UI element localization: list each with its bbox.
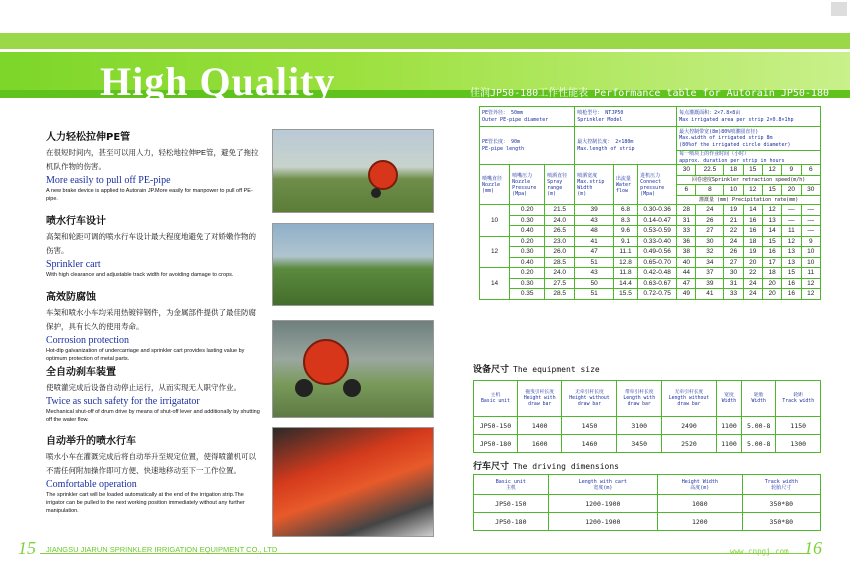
driving-dimensions-cell: 1200-1900 <box>548 513 657 531</box>
max-length-cell: 最大控制长度： 2×180m Max.length of strip <box>575 127 677 165</box>
speed-value: 30 <box>801 185 820 196</box>
precip-label: 灌溉量 (mm) Precipitation rate(mm) <box>677 195 821 205</box>
equipment-size-row <box>474 435 821 453</box>
performance-cell: 22 <box>743 268 762 279</box>
equipment-size-cell: 1150 <box>776 417 821 435</box>
feature-pe-pipe <box>46 128 261 203</box>
equipment-size-title-cn: 设备尺寸 <box>473 365 510 375</box>
performance-cell: 31 <box>677 215 696 226</box>
performance-cell: 0.30 <box>510 278 545 289</box>
duration-value: 12 <box>762 165 781 176</box>
performance-cell: 14 <box>762 226 781 237</box>
performance-cell: 15.5 <box>613 289 637 300</box>
performance-cell: 41 <box>696 289 724 300</box>
reel-shape <box>303 339 349 385</box>
performance-cell: 51 <box>575 289 614 300</box>
performance-cell: 24 <box>743 289 762 300</box>
performance-cell: 50 <box>575 278 614 289</box>
feature-cn-body: 在很短时间内，甚至可以用人力，轻松地拉伸PE管，避免了拖拉机队作物的伤害。 <box>46 148 259 171</box>
performance-cell: 8.3 <box>613 215 637 226</box>
equipment-size-cell: 3100 <box>617 417 662 435</box>
performance-cell: 9.1 <box>613 236 637 247</box>
performance-row <box>480 236 821 247</box>
performance-cell: 44 <box>677 268 696 279</box>
equipment-size-table <box>473 380 821 453</box>
performance-cell: 27.5 <box>545 278 575 289</box>
performance-cell: 49 <box>677 289 696 300</box>
performance-cell: 28.5 <box>545 289 575 300</box>
footer-website: www.cnpgj.com <box>730 547 789 556</box>
dr-header: Track width 轮胎尺寸 <box>742 475 820 495</box>
duration-value: 30 <box>677 165 696 176</box>
driving-dimensions-cell: JP50-150 <box>474 495 549 513</box>
performance-cell: 10 <box>801 257 820 268</box>
speed-value: 6 <box>677 185 696 196</box>
performance-row <box>480 257 821 268</box>
equipment-size-cell: JP50-150 <box>474 417 518 435</box>
performance-cell: 51 <box>575 257 614 268</box>
equipment-size-cell: 1300 <box>776 435 821 453</box>
performance-cell: 15 <box>762 236 781 247</box>
performance-cell: 12 <box>762 205 781 216</box>
photo-irrigator <box>272 320 434 418</box>
equipment-size-cell: JP50-180 <box>474 435 518 453</box>
feature-en-title: Sprinkler cart <box>46 259 101 270</box>
col-header-width: 喷洒宽度 Max.strip Width (m) <box>575 165 614 205</box>
performance-cell: 21 <box>724 215 743 226</box>
performance-cell: 0.63-0.67 <box>638 278 677 289</box>
performance-cell: 9.6 <box>613 226 637 237</box>
driving-dimensions-title-en: The driving dimensions <box>513 462 619 471</box>
performance-cell: 6.8 <box>613 205 637 216</box>
speed-value: 12 <box>743 185 762 196</box>
performance-cell: 0.40 <box>510 226 545 237</box>
performance-cell: 12 <box>782 236 801 247</box>
performance-cell: 16 <box>782 278 801 289</box>
performance-cell: 47 <box>677 278 696 289</box>
performance-cell: 18 <box>743 236 762 247</box>
col-header-range: 喷洒直径 Spray range (m) <box>545 165 575 205</box>
performance-cell: — <box>782 205 801 216</box>
wheel-shape <box>295 379 313 397</box>
performance-cell: 11 <box>801 268 820 279</box>
eq-header: 轮胎 Width <box>741 381 775 417</box>
performance-row <box>480 205 821 216</box>
performance-cell: 0.42-0.48 <box>638 268 677 279</box>
performance-cell: 26 <box>724 247 743 258</box>
driving-dimensions-rows <box>474 495 821 531</box>
top-band <box>0 33 850 49</box>
equipment-size-cell: 1100 <box>716 417 741 435</box>
performance-cell: 33 <box>677 226 696 237</box>
page-number-left: 15 <box>18 538 36 558</box>
eq-header: 轮距 Track width <box>776 381 821 417</box>
duration-value: 22.5 <box>696 165 724 176</box>
feature-en-body: A new brake device is applied to Autorain JP.More easily for manpower to pull off PE-pipe. <box>46 188 253 202</box>
equipment-size-rows <box>474 417 821 453</box>
driving-dimensions-cell: JP50-180 <box>474 513 549 531</box>
feature-brake <box>46 363 261 424</box>
duration-value: 9 <box>782 165 801 176</box>
performance-cell: — <box>801 215 820 226</box>
performance-cell: 39 <box>575 205 614 216</box>
equipment-size-cell: 1400 <box>517 417 562 435</box>
performance-cell: 0.49-0.56 <box>638 247 677 258</box>
driving-dimensions-title-cn: 行车尺寸 <box>473 462 510 472</box>
wheel-shape <box>343 379 361 397</box>
speed-value: 8 <box>696 185 724 196</box>
feature-corrosion <box>46 288 261 363</box>
dr-header: Height Width 高度(m) <box>658 475 743 495</box>
performance-cell: 30 <box>696 236 724 247</box>
performance-cell: 0.30 <box>510 215 545 226</box>
performance-cell: 10 <box>801 247 820 258</box>
performance-cell: 0.30 <box>510 247 545 258</box>
model-cell: 喷枪型号： NTJP50 Sprinkler Model <box>575 107 677 127</box>
nozzle-diameter-cell: 12 <box>480 236 510 268</box>
col-header-pressure: 喷嘴压力 Nozzle Pressure (Mpa) <box>510 165 545 205</box>
performance-cell: 14 <box>743 205 762 216</box>
performance-cell: 12.8 <box>613 257 637 268</box>
feature-cn-body: 高架和轮距可调的喷水行车设计最大程度地避免了对娇嫩作物的伤害。 <box>46 232 256 255</box>
performance-cell: 24 <box>724 236 743 247</box>
max-width-cell: 最大控制带宽(8m)80%喷灌圆直径) Max.width of irrigated strip 8m (80%of the irrigated circle diameter) <box>677 127 821 151</box>
equipment-size-cell: 1600 <box>517 435 562 453</box>
pe-outer-cell: PE管外径： 50mm Outer PE-pipe diameter <box>480 107 575 127</box>
performance-cell: 0.35 <box>510 289 545 300</box>
performance-cell: 24 <box>743 278 762 289</box>
performance-cell: 27 <box>696 226 724 237</box>
driving-dimensions-cell: 1080 <box>658 495 743 513</box>
performance-cell: 11.1 <box>613 247 637 258</box>
col-header-flow: 出流量 Water flow <box>613 165 637 205</box>
feature-en-title: Corrosion protection <box>46 335 130 346</box>
equipment-size-cell: 5.00-8 <box>741 435 775 453</box>
performance-cell: 43 <box>575 215 614 226</box>
equipment-size-title-en: The equipment size <box>513 365 600 374</box>
performance-cell: 19 <box>743 247 762 258</box>
performance-cell: 12 <box>801 289 820 300</box>
performance-cell: 27 <box>724 257 743 268</box>
feature-lift <box>46 432 261 515</box>
photo-lift-mechanism <box>272 427 434 537</box>
performance-cell: 31 <box>724 278 743 289</box>
performance-cell: 13 <box>782 247 801 258</box>
equipment-size-row <box>474 417 821 435</box>
performance-cell: 0.53-0.59 <box>638 226 677 237</box>
performance-table <box>479 106 821 300</box>
equipment-size-cell: 1100 <box>716 435 741 453</box>
equipment-size-cell: 1450 <box>562 417 617 435</box>
nozzle-diameter-cell: 10 <box>480 205 510 237</box>
performance-rows <box>480 205 821 300</box>
feature-en-body: Hot-dip galvanization of undercarriage and sprinkler cart provides lasting value by optimum protection of metal parts. <box>46 348 245 362</box>
performance-row <box>480 268 821 279</box>
driving-dimensions-row <box>474 513 821 531</box>
feature-en-title: Comfortable operation <box>46 479 137 490</box>
eq-header: 宽度 Width <box>716 381 741 417</box>
performance-cell: 20 <box>743 257 762 268</box>
performance-cell: 24.0 <box>545 215 575 226</box>
performance-cell: 30 <box>724 268 743 279</box>
feature-en-body: Mechanical shut-off of drum drive by means of shut-off lever and additionally by shutting off the water flow. <box>46 409 260 423</box>
driving-dimensions-cell: 1200 <box>658 513 743 531</box>
equipment-size-cell: 5.00-8 <box>741 417 775 435</box>
pe-length-cell: PE管长度： 90m PE-pipe length <box>480 127 575 165</box>
performance-cell: 28 <box>677 205 696 216</box>
performance-cell: 9 <box>801 236 820 247</box>
table-title: 佳润JP50-180工作性能表 Performance table for Autorain JP50-180 <box>470 88 829 99</box>
nozzle-diameter-cell: 14 <box>480 268 510 300</box>
performance-row <box>480 226 821 237</box>
performance-cell: 26.5 <box>545 226 575 237</box>
feature-cn-title: 人力轻松拉伸PE管 <box>46 132 131 143</box>
feature-cn-title: 高效防腐蚀 <box>46 292 96 303</box>
page-number-right: 16 <box>804 538 822 558</box>
performance-cell: 39 <box>696 278 724 289</box>
equipment-size-cell: 3450 <box>617 435 662 453</box>
performance-cell: 40 <box>677 257 696 268</box>
eq-header: 无牵引杆长度 Height without draw bar <box>562 381 617 417</box>
performance-row <box>480 289 821 300</box>
performance-cell: 13 <box>762 215 781 226</box>
performance-cell: — <box>801 205 820 216</box>
wheel-shape <box>371 188 381 198</box>
performance-cell: 36 <box>677 236 696 247</box>
feature-cn-body: 使喷灌完成后设备自动停止运行，从而实现无人职守作业。 <box>46 383 241 392</box>
performance-cell: — <box>782 215 801 226</box>
col-header-connect: 进机压力 Connect pressure (Mpa) <box>638 165 677 205</box>
max-area-cell: 每点灌溉面积：2×7.8×8亩 Max irrigated area per strip 2×0.8×1hp <box>677 107 821 127</box>
performance-cell: 0.33-0.40 <box>638 236 677 247</box>
performance-cell: 21.5 <box>545 205 575 216</box>
performance-cell: 0.30-0.36 <box>638 205 677 216</box>
performance-cell: 0.20 <box>510 205 545 216</box>
performance-cell: 28.5 <box>545 257 575 268</box>
eq-header: 带牵引杆长度 Length with draw bar <box>617 381 662 417</box>
col-header-nozzle: 喷嘴直径 Nozzle (mm) <box>480 165 510 205</box>
equipment-size-heading <box>473 362 600 375</box>
performance-cell: 11.8 <box>613 268 637 279</box>
duration-value: 18 <box>724 165 743 176</box>
performance-row <box>480 247 821 258</box>
duration-cell: 每一喷块上的作业时间（小时） approx. duration per strip in hours <box>677 151 821 165</box>
performance-cell: 13 <box>782 257 801 268</box>
performance-cell: 38 <box>677 247 696 258</box>
driving-dimensions-cell: 1200-1900 <box>548 495 657 513</box>
performance-cell: 15 <box>782 268 801 279</box>
performance-row <box>480 215 821 226</box>
performance-cell: 0.40 <box>510 257 545 268</box>
feature-sprinkler-cart <box>46 212 261 279</box>
feature-en-body: The sprinkler cart will be loaded automatically at the end of the irrigation strip.The irrigator can be pulled to the next working position immediately without any further manipulation. <box>46 492 245 514</box>
performance-cell: 0.20 <box>510 268 545 279</box>
performance-cell: 14.4 <box>613 278 637 289</box>
performance-cell: 23.0 <box>545 236 575 247</box>
feature-cn-title: 全自动刹车装置 <box>46 367 116 378</box>
performance-cell: 0.65-0.70 <box>638 257 677 268</box>
performance-cell: 24 <box>696 205 724 216</box>
performance-cell: 47 <box>575 247 614 258</box>
performance-cell: 24.0 <box>545 268 575 279</box>
performance-cell: 37 <box>696 268 724 279</box>
dr-header: Basic unit 主机 <box>474 475 549 495</box>
photo-sprinkler-cart <box>272 223 434 306</box>
speed-value: 15 <box>762 185 781 196</box>
performance-cell: 12 <box>801 278 820 289</box>
dr-header: Length with cart 宽度(m) <box>548 475 657 495</box>
performance-cell: 26 <box>696 215 724 226</box>
equipment-size-cell: 2490 <box>661 417 716 435</box>
corner-mark <box>831 2 847 16</box>
performance-cell: 34 <box>696 257 724 268</box>
performance-cell: 16 <box>782 289 801 300</box>
reel-shape <box>368 160 398 190</box>
performance-cell: 20 <box>762 278 781 289</box>
performance-cell: 43 <box>575 268 614 279</box>
performance-cell: 48 <box>575 226 614 237</box>
speed-value: 10 <box>724 185 743 196</box>
performance-cell: 19 <box>724 205 743 216</box>
performance-cell: 16 <box>743 226 762 237</box>
performance-cell: 16 <box>743 215 762 226</box>
speed-label: 回卷速度Sprinkler retraction speed(m/h) <box>677 175 821 185</box>
eq-header: 拖曳引杆长度 Height with draw bar <box>517 381 562 417</box>
performance-cell: 16 <box>762 247 781 258</box>
equipment-size-cell: 2520 <box>661 435 716 453</box>
feature-cn-title: 自动举升的喷水行车 <box>46 436 136 447</box>
driving-dimensions-row <box>474 495 821 513</box>
footer-company: JIANGSU JIARUN SPRINKLER IRRIGATION EQUIPMENT CO., LTD <box>46 545 278 554</box>
performance-cell: 17 <box>762 257 781 268</box>
performance-cell: — <box>801 226 820 237</box>
equipment-size-cell: 1460 <box>562 435 617 453</box>
performance-cell: 26.0 <box>545 247 575 258</box>
speed-value: 20 <box>782 185 801 196</box>
performance-cell: 20 <box>762 289 781 300</box>
performance-cell: 0.72-0.75 <box>638 289 677 300</box>
feature-cn-body: 车架和喷水小车均采用热镀锌钢件，为金属部件提供了最佳防腐保护，具有长久的使用寿命。 <box>46 308 256 331</box>
driving-dimensions-cell: 350*80 <box>742 495 820 513</box>
feature-en-title: More easily to pull off PE-pipe <box>46 175 171 186</box>
duration-value: 6 <box>801 165 820 176</box>
eq-header: 主机 Basic unit <box>474 381 518 417</box>
feature-en-body: With high clearance and adjustable track width for avoiding damage to crops. <box>46 272 234 278</box>
feature-cn-title: 喷水行车设计 <box>46 216 106 227</box>
driving-dimensions-heading <box>473 459 619 472</box>
page-title: High Quality <box>100 59 336 104</box>
performance-cell: 32 <box>696 247 724 258</box>
performance-cell: 22 <box>724 226 743 237</box>
eq-header: 无牵引杆长度 Length without draw bar <box>661 381 716 417</box>
performance-cell: 0.20 <box>510 236 545 247</box>
performance-cell: 18 <box>762 268 781 279</box>
photo-pulling-pipe <box>272 129 434 213</box>
performance-row <box>480 278 821 289</box>
driving-dimensions-cell: 350*80 <box>742 513 820 531</box>
performance-cell: 11 <box>782 226 801 237</box>
duration-value: 15 <box>743 165 762 176</box>
driving-dimensions-table <box>473 474 821 531</box>
feature-en-title: Twice as such safety for the irrigatator <box>46 396 200 407</box>
performance-cell: 0.14-0.47 <box>638 215 677 226</box>
performance-cell: 33 <box>724 289 743 300</box>
performance-cell: 41 <box>575 236 614 247</box>
feature-cn-body: 喷水小车在灌溉完成后将自动举升至规定位置，使得喷灌机可以不需任何附加操作即可方便、快速地移动至下一工作位置。 <box>46 452 256 475</box>
